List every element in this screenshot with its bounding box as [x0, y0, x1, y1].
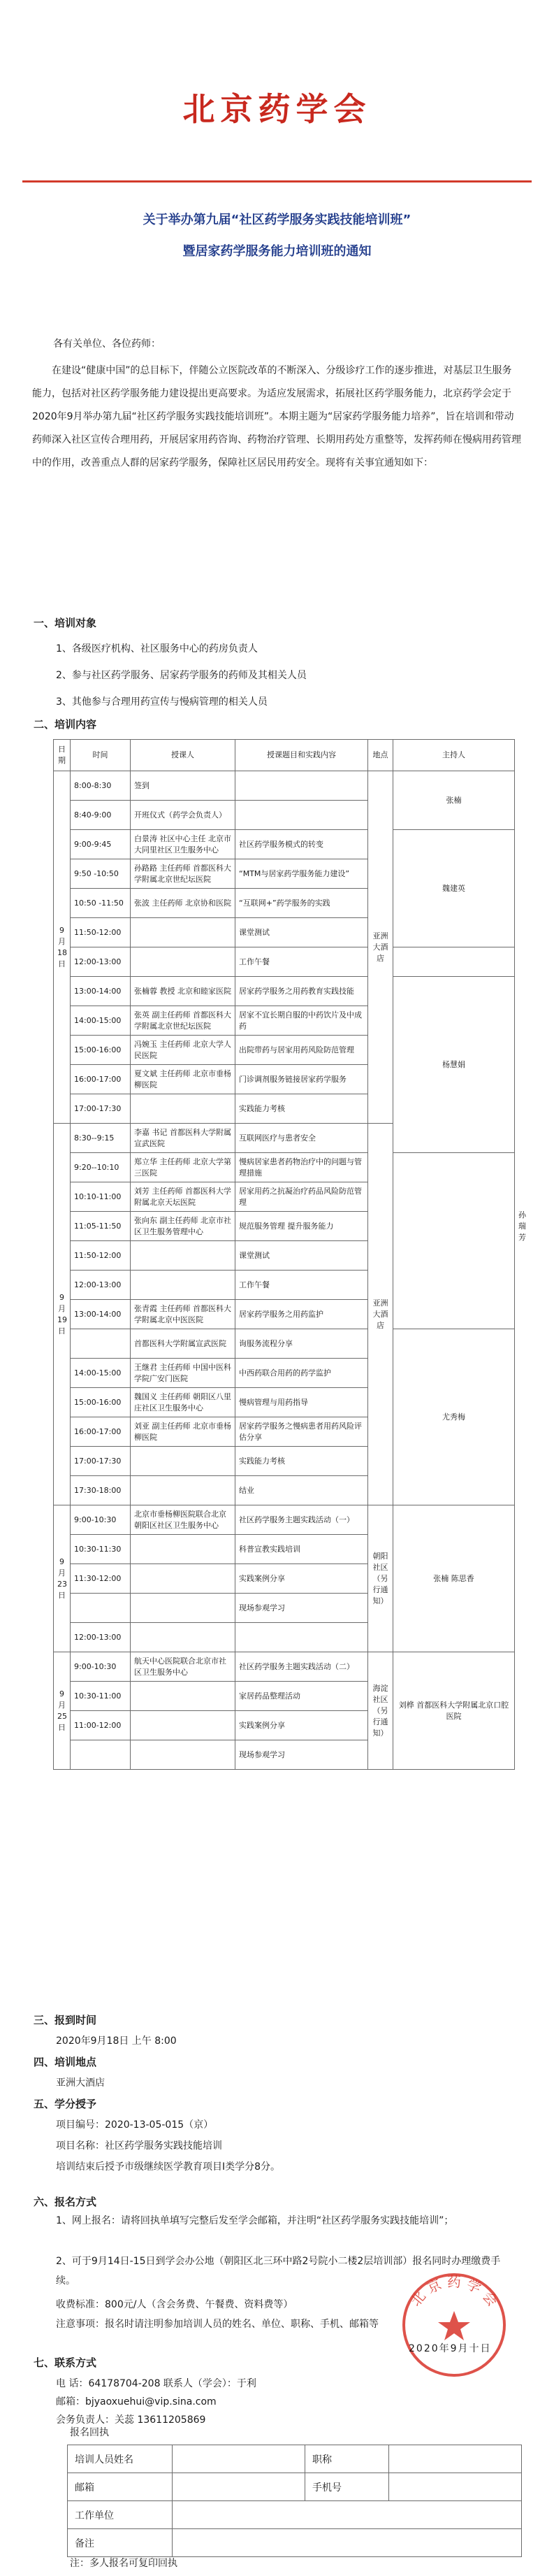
schedule-time-cell: 12:00-13:00 — [71, 1623, 131, 1652]
schedule-topic-cell: 实践案例分享 — [235, 1711, 368, 1740]
schedule-time-cell: 9:00-10:30 — [71, 1652, 131, 1682]
schedule-time-cell: 17:30-18:00 — [71, 1476, 131, 1505]
schedule-location-cell: 朝阳社区（另行通知） — [368, 1505, 393, 1652]
form-label-remarks: 备注 — [68, 2529, 173, 2557]
schedule-topic-cell: 中西药联合用药的药学监护 — [235, 1359, 368, 1388]
section-heading: 三、报到时间 — [34, 2014, 97, 2026]
schedule-topic-cell: 居家药学服务之慢病患者用药风险评估分享 — [235, 1417, 368, 1447]
schedule-time-cell: 8:00-8:30 — [71, 771, 131, 801]
schedule-speaker-cell: 张英 副主任药师 首都医科大学附属北京世纪坛医院 — [131, 1006, 235, 1036]
list-item: 1、各级医疗机构、社区服务中心的药房负责人 — [56, 643, 258, 654]
schedule-speaker-cell: 张波 主任药师 北京协和医院 — [131, 889, 235, 918]
notice-title-line1: 关于举办第九届“社区药学服务实践技能培训班” — [143, 213, 411, 227]
schedule-speaker-cell — [131, 947, 235, 977]
schedule-host-cell: 杨慧娟 — [393, 977, 515, 1153]
schedule-speaker-cell — [131, 1740, 235, 1770]
schedule-row — [54, 1300, 515, 1329]
contact-phone: 电 话：64178704-208 联系人（学会）：于利 — [56, 2378, 256, 2389]
schedule-speaker-cell: 张青霞 主任药师 首都医科大学附属北京中医医院 — [131, 1300, 235, 1329]
schedule-speaker-cell — [131, 1271, 235, 1300]
schedule-topic-cell: “MTM与居家药学服务能力建设” — [235, 859, 368, 889]
credit-line: 项目编号：2020-13-05-015（京） — [56, 2119, 214, 2131]
schedule-time-cell: 9:00-10:30 — [71, 1505, 131, 1535]
schedule-topic-cell: 居家不宜长期自服的中药饮片及中成药 — [235, 1006, 368, 1036]
schedule-time-cell: 11:50-12:00 — [71, 918, 131, 947]
schedule-topic-cell: 工作午餐 — [235, 1271, 368, 1300]
schedule-time-cell: 16:00-17:00 — [71, 1065, 131, 1094]
registration-form — [67, 2445, 522, 2557]
schedule-time-cell: 10:10-11:00 — [71, 1182, 131, 1212]
schedule-row — [54, 771, 515, 801]
schedule-time-cell: 14:00-15:00 — [71, 1006, 131, 1036]
registration-line: 2、可于9月14日-15日到学会办公地（朝阳区北三环中路2号院小二楼2层培训部）报名同时办理缴费手续。 — [56, 2256, 501, 2287]
schedule-speaker-cell: 王继君 主任药师 中国中医科学院广安门医院 — [131, 1359, 235, 1388]
schedule-time-cell: 11:30-12:00 — [71, 1564, 131, 1594]
schedule-date-cell: 9月19日 — [54, 1124, 71, 1505]
schedule-speaker-cell: 张楠蓉 教授 北京和睦家医院 — [131, 977, 235, 1006]
schedule-location-cell: 亚洲大酒店 — [368, 1124, 393, 1505]
venue: 亚洲大酒店 — [56, 2077, 105, 2089]
schedule-date-cell: 9月25日 — [54, 1652, 71, 1770]
form-label-title: 职称 — [305, 2445, 389, 2473]
schedule-speaker-cell: 张向东 副主任药师 北京市社区卫生服务管理中心 — [131, 1212, 235, 1241]
schedule-topic-cell: 结业 — [235, 1476, 368, 1505]
schedule-time-cell: 12:00-13:00 — [71, 1271, 131, 1300]
schedule-time-cell — [71, 1740, 131, 1770]
schedule-speaker-cell — [131, 1682, 235, 1711]
schedule-topic-cell: 课堂测试 — [235, 918, 368, 947]
section-heading: 二、培训内容 — [34, 718, 97, 731]
schedule-speaker-cell — [131, 918, 235, 947]
schedule-topic-cell: 社区药学服务模式的转变 — [235, 830, 368, 859]
schedule-date-cell: 9月23日 — [54, 1505, 71, 1652]
official-seal-icon — [391, 2262, 517, 2388]
schedule-time-cell — [71, 1329, 131, 1359]
schedule-topic-cell: 出院带药与居家用药风险防范管理 — [235, 1036, 368, 1065]
schedule-time-cell: 9:50 -10:50 — [71, 859, 131, 889]
schedule-time-cell: 8:30--9:15 — [71, 1124, 131, 1153]
schedule-topic-cell: 互联网医疗与患者安全 — [235, 1124, 368, 1153]
schedule-time-cell: 17:00-17:30 — [71, 1094, 131, 1124]
schedule-row — [54, 1241, 515, 1271]
schedule-speaker-cell: 冯婉玉 主任药师 北京大学人民医院 — [131, 1036, 235, 1065]
schedule-topic-cell: “互联网+”药学服务的实践 — [235, 889, 368, 918]
schedule-header-date: 日期 — [54, 740, 71, 771]
schedule-time-cell: 14:00-15:00 — [71, 1359, 131, 1388]
schedule-time-cell: 8:40-9:00 — [71, 801, 131, 830]
schedule-speaker-cell: 刘芳 主任药师 首都医科大学附属北京天坛医院 — [131, 1182, 235, 1212]
form-label-phone: 手机号 — [305, 2473, 389, 2501]
schedule-topic-cell: 实践案例分享 — [235, 1564, 368, 1594]
form-field-name[interactable] — [173, 2445, 305, 2473]
schedule-speaker-cell — [131, 1711, 235, 1740]
list-item: 2、参与社区药学服务、居家药学服务的药师及其相关人员 — [56, 670, 307, 681]
schedule-speaker-cell — [131, 1094, 235, 1124]
schedule-topic-cell: 慢病管理与用药指导 — [235, 1388, 368, 1417]
intro-paragraph: 在建设“健康中国”的总目标下，伴随公立医院改革的不断深入、分级诊疗工作的逐步推进，对基层卫生服务能力，包括对社区药学服务能力建设提出更高要求。为适应发展需求，拓展社区药学服务能力，北京药学会定于2020年9月举办第九届“社区药学服务实践技能培训班”。本期主题为“居家药学服务能力培养”，旨在培训和带动药师深入社区宣传合理用药，开展居家用药咨询、药物治疗管理、长期用药处方重整等，发挥药师在慢病用药管理中的作用，改善重点人群的居家药学服务，保障社区居民用药安全。现将有关事宜通知如下： — [32, 365, 521, 468]
schedule-host-cell: 尤秀梅 — [393, 1329, 515, 1505]
schedule-row — [54, 947, 515, 977]
schedule-speaker-cell: 刘亚 副主任药师 北京市垂杨柳医院 — [131, 1417, 235, 1447]
greeting: 各有关单位、各位药师： — [53, 338, 161, 350]
form-label-name: 培训人员姓名 — [68, 2445, 173, 2473]
form-field-work-unit[interactable] — [173, 2501, 522, 2529]
notice-title-line2: 暨居家药学服务能力培训班的通知 — [182, 244, 372, 259]
schedule-topic-cell: 规范服务管理 提升服务能力 — [235, 1212, 368, 1241]
schedule-host-cell: 张楠 — [393, 771, 515, 830]
schedule-topic-cell: 科普宣教实践培训 — [235, 1535, 368, 1564]
schedule-speaker-cell — [131, 1564, 235, 1594]
schedule-time-cell — [71, 1594, 131, 1623]
schedule-speaker-cell — [131, 1535, 235, 1564]
form-title: 报名回执 — [70, 2427, 109, 2438]
header-divider — [22, 180, 532, 183]
schedule-host-cell: 张楠 陈思香 — [393, 1505, 515, 1652]
schedule-speaker-cell — [131, 1241, 235, 1271]
schedule-row: 9月19日 8:30--9:15 李嘉 书记 首都医科大学附属宣武医院 互联网医疗与患者安全 亚洲大酒店 孙瑞芳 — [54, 1124, 515, 1153]
schedule-speaker-cell: 孙路路 主任药师 首都医科大学附属北京世纪坛医院 — [131, 859, 235, 889]
form-label-email: 邮箱 — [68, 2473, 173, 2501]
schedule-header-speaker: 授课人 — [131, 740, 235, 771]
schedule-topic-cell: 社区药学服务主题实践活动（一） — [235, 1505, 368, 1535]
schedule-header-host: 主持人 — [393, 740, 515, 771]
seal-date: 2020年9月十日 — [409, 2343, 492, 2354]
checkin-time: 2020年9月18日 上午 8:00 — [56, 2035, 177, 2047]
schedule-host-cell: 刘桦 首都医科大学附属北京口腔医院 — [393, 1652, 515, 1770]
schedule-speaker-cell — [131, 1623, 235, 1652]
svg-text:北 京 药 学 会: 北 京 药 学 会 — [407, 2273, 502, 2310]
schedule-time-cell: 9:00-9:45 — [71, 830, 131, 859]
schedule-topic-cell: 门诊调剂服务链接居家药学服务 — [235, 1065, 368, 1094]
organization-name: 北京药学会 — [182, 90, 372, 128]
schedule-time-cell: 13:00-14:00 — [71, 977, 131, 1006]
schedule-topic-cell: 实践能力考核 — [235, 1094, 368, 1124]
schedule-time-cell: 15:00-16:00 — [71, 1388, 131, 1417]
schedule-speaker-cell: 开班仪式（药学会负责人） — [131, 801, 235, 830]
schedule-topic-cell: 询服务流程分享 — [235, 1329, 368, 1359]
section-heading: 七、联系方式 — [34, 2356, 97, 2369]
schedule-time-cell: 13:00-14:00 — [71, 1300, 131, 1329]
schedule-speaker-cell: 白景涛 社区中心主任 北京市大同里社区卫生服务中心 — [131, 830, 235, 859]
schedule-date-cell: 9月18日 — [54, 771, 71, 1124]
schedule-time-cell: 12:00-13:00 — [71, 947, 131, 977]
schedule-speaker-cell: 首都医科大学附属宣武医院 — [131, 1329, 235, 1359]
schedule-speaker-cell: 郑立华 主任药师 北京大学第三医院 — [131, 1153, 235, 1182]
schedule-topic-cell: 课堂测试 — [235, 1241, 368, 1271]
section-heading: 五、学分授予 — [34, 2098, 97, 2110]
schedule-row — [54, 830, 515, 859]
schedule-topic-cell — [235, 801, 368, 830]
schedule-time-cell: 11:05-11:50 — [71, 1212, 131, 1241]
schedule-topic-cell: 慢病居家患者药物治疗中的问题与管理措施 — [235, 1153, 368, 1182]
schedule-speaker-cell — [131, 1447, 235, 1476]
schedule-speaker-cell: 夏文斌 主任药师 北京市垂杨柳医院 — [131, 1065, 235, 1094]
schedule-time-cell: 10:30-11:30 — [71, 1535, 131, 1564]
schedule-topic-cell: 居家药学服务之用药教育实践技能 — [235, 977, 368, 1006]
credit-line: 培训结束后授予市级继续医学教育项目I类学分8分。 — [56, 2161, 281, 2173]
form-note: 注：多人报名可复印回执 — [70, 2558, 177, 2569]
schedule-speaker-cell: 航天中心医院联合北京市社区卫生服务中心 — [131, 1652, 235, 1682]
schedule-topic-cell — [235, 1623, 368, 1652]
schedule-speaker-cell: 北京市垂杨柳医院联合北京朝阳区社区卫生服务中心 — [131, 1505, 235, 1535]
contact-manager: 会务负责人：关蕊 13611205869 — [56, 2414, 206, 2426]
schedule-topic-cell: 实践能力考核 — [235, 1447, 368, 1476]
schedule-row — [54, 1329, 515, 1359]
schedule-table — [53, 739, 526, 1770]
schedule-topic-cell: 居家药学服务之用药监护 — [235, 1300, 368, 1329]
list-item: 3、其他参与合理用药宣传与慢病管理的相关人员 — [56, 696, 268, 708]
schedule-topic-cell: 社区药学服务主题实践活动（二） — [235, 1652, 368, 1682]
schedule-header-time: 时间 — [71, 740, 131, 771]
schedule-row — [54, 1652, 515, 1682]
schedule-topic-cell: 现场参观学习 — [235, 1740, 368, 1770]
schedule-header-location: 地点 — [368, 740, 393, 771]
schedule-time-cell: 9:20--10:10 — [71, 1153, 131, 1182]
credit-line: 项目名称：社区药学服务实践技能培训 — [56, 2140, 222, 2152]
schedule-row — [54, 1212, 515, 1241]
schedule-topic-cell — [235, 771, 368, 801]
schedule-topic-cell: 工作午餐 — [235, 947, 368, 977]
form-field-phone[interactable] — [389, 2473, 522, 2501]
section-heading: 四、培训地点 — [34, 2056, 97, 2068]
schedule-header-topic: 授课题目和实践内容 — [235, 740, 368, 771]
schedule-location-cell: 亚洲大酒店 — [368, 771, 393, 1124]
schedule-time-cell: 10:30-11:00 — [71, 1682, 131, 1711]
contact-email: 邮箱：bjyaoxuehui@vip.sina.com — [56, 2396, 217, 2407]
section-heading: 一、培训对象 — [34, 617, 97, 629]
fee-line: 收费标准：800元/人（含会务费、午餐费、资料费等） — [56, 2299, 293, 2310]
schedule-row — [54, 1271, 515, 1300]
schedule-speaker-cell — [131, 1476, 235, 1505]
schedule-time-cell: 11:50-12:00 — [71, 1241, 131, 1271]
schedule-row — [54, 977, 515, 1006]
schedule-location-cell: 海淀社区（另行通知） — [368, 1652, 393, 1770]
schedule-row — [54, 1505, 515, 1535]
schedule-speaker-cell: 魏国义 主任药师 朝阳区八里庄社区卫生服务中心 — [131, 1388, 235, 1417]
schedule-row — [54, 1153, 515, 1182]
schedule-time-cell: 17:00-17:30 — [71, 1447, 131, 1476]
schedule-row — [54, 1182, 515, 1212]
schedule-speaker-cell: 李嘉 书记 首都医科大学附属宣武医院 — [131, 1124, 235, 1153]
schedule-topic-cell: 现场参观学习 — [235, 1594, 368, 1623]
form-label-work-unit: 工作单位 — [68, 2501, 173, 2529]
notes-line: 注意事项：报名时请注明参加培训人员的姓名、单位、职称、手机、邮箱等 — [56, 2319, 379, 2330]
schedule-speaker-cell: 签到 — [131, 771, 235, 801]
schedule-topic-cell: 家居药品整理活动 — [235, 1682, 368, 1711]
schedule-time-cell: 15:00-16:00 — [71, 1036, 131, 1065]
schedule-host-cell — [393, 947, 515, 977]
registration-line: 1、网上报名：请将回执单填写完整后发至学会邮箱，并注明“社区药学服务实践技能培训”； — [56, 2215, 454, 2226]
schedule-time-cell: 16:00-17:00 — [71, 1417, 131, 1447]
schedule-time-cell: 11:00-12:00 — [71, 1711, 131, 1740]
schedule-topic-cell: 居家用药之抗凝治疗药品风险防范管理 — [235, 1182, 368, 1212]
schedule-speaker-cell — [131, 1594, 235, 1623]
schedule-time-cell: 10:50 -11:50 — [71, 889, 131, 918]
form-field-email[interactable] — [173, 2473, 305, 2501]
section-heading: 六、报名方式 — [34, 2196, 97, 2208]
form-field-title[interactable] — [389, 2445, 522, 2473]
schedule-host-cell: 魏建英 — [393, 830, 515, 947]
form-field-remarks[interactable] — [173, 2529, 522, 2557]
